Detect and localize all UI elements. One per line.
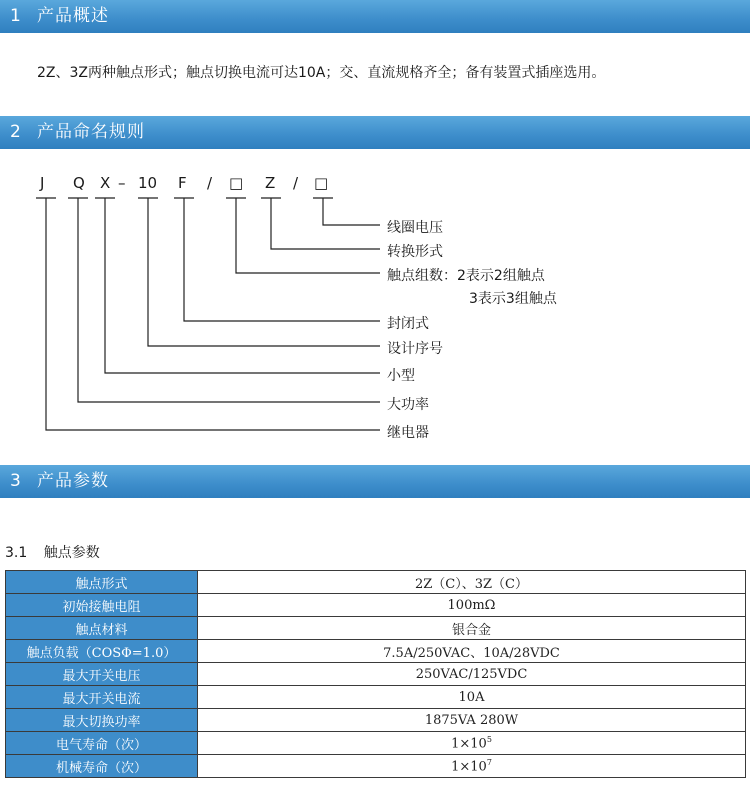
section-number: 3 [10,471,21,491]
table-row [6,663,746,686]
naming-label-small: 小型 [387,368,415,384]
naming-label-design-serial: 设计序号 [387,341,443,357]
naming-label-contact-groups-3: 3表示3组触点 [469,291,557,307]
value-base: 1×10 [451,736,487,752]
param-name: 触点负载（COSΦ=1.0） [6,640,198,663]
subsection-title [5,542,100,562]
param-value [198,732,746,755]
table-row [6,755,746,778]
table-row [6,709,746,732]
section-header-parameters [0,465,750,498]
param-name: 机械寿命（次） [6,755,198,778]
overview-text: 2Z、3Z两种触点形式；触点切换电流可达10A；交、直流规格齐全；备有装置式插座选用。 [37,65,606,81]
section-header-overview [0,0,750,33]
code-char: X [100,174,111,192]
naming-label-contact-groups: 触点组数：2表示2组触点 [387,268,545,284]
code-char: / [207,174,213,192]
code-char: J [40,174,45,192]
value-base: 1×10 [451,759,487,775]
code-char: F [178,174,187,192]
subsection-label: 触点参数 [43,545,100,561]
code-char: Z [265,174,276,192]
param-name: 最大开关电流 [6,686,198,709]
code-char: / [293,174,299,192]
param-name: 电气寿命（次） [6,732,198,755]
section-title: 产品参数 [37,471,109,491]
code-char: – [118,174,126,192]
section-number: 2 [10,122,21,142]
naming-label-relay: 继电器 [387,425,429,441]
param-name: 最大开关电压 [6,663,198,686]
code-char: 10 [138,174,158,192]
naming-label-sealed: 封闭式 [387,316,429,332]
naming-label-coil-voltage: 线圈电压 [387,220,443,236]
table-row [6,571,746,594]
param-value: 10A [198,686,746,709]
section-title: 产品命名规则 [37,122,145,142]
table-row [6,617,746,640]
param-value: 250VAC/125VDC [198,663,746,686]
naming-label-high-power: 大功率 [387,397,429,413]
param-value: 1875VA 280W [198,709,746,732]
value-exponent: 7 [486,757,492,767]
subsection-number: 3.1 [5,545,28,561]
param-value: 银合金 [198,617,746,640]
param-value: 100mΩ [198,594,746,617]
param-name: 触点形式 [6,571,198,594]
section-header-naming [0,116,750,149]
param-name: 最大切换功率 [6,709,198,732]
param-value [198,755,746,778]
param-name: 触点材料 [6,617,198,640]
section-number: 1 [10,6,21,26]
section-title: 产品概述 [37,6,109,26]
contact-parameters-table [5,570,746,778]
naming-label-switch-form: 转换形式 [387,244,443,260]
code-char: Q [73,174,85,192]
table-row [6,732,746,755]
table-row [6,686,746,709]
value-exponent: 5 [486,734,492,744]
param-name: 初始接触电阻 [6,594,198,617]
table-row [6,594,746,617]
code-char: □ [229,174,244,192]
param-value: 2Z（C）、3Z（C） [198,571,746,594]
table-row [6,640,746,663]
code-char: □ [314,174,329,192]
param-value: 7.5A/250VAC、10A/28VDC [198,640,746,663]
